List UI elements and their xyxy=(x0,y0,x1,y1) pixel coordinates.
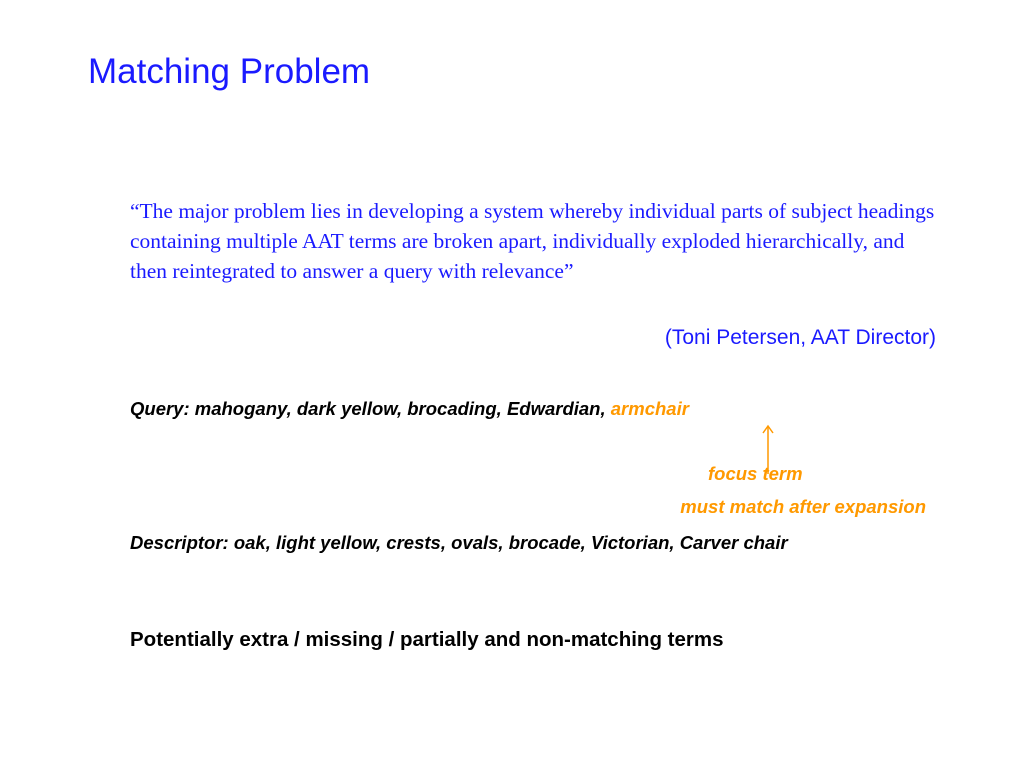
quote-attribution: (Toni Petersen, AAT Director) xyxy=(664,326,936,349)
descriptor-line: Descriptor: oak, light yellow, crests, ovals, brocade, Victorian, Carver chair xyxy=(130,532,788,553)
query-line xyxy=(130,398,689,420)
quote-text: “The major problem lies in developing a system whereby individual parts of subject headings containing multiple AAT terms are broken apart, individually exploded hierarchically, and then reintegrated to answer a query with relevance” xyxy=(130,199,935,283)
slide-title: Matching Problem xyxy=(88,52,371,91)
focus-term-label: focus term xyxy=(708,463,803,484)
must-match-label: must match after expansion xyxy=(680,496,926,517)
query-prefix: Query: mahogany, dark yellow, brocading, Edwardian, xyxy=(130,398,611,419)
footer-note: Potentially extra / missing / partially and non-matching terms xyxy=(130,628,724,651)
query-focus-word: armchair xyxy=(610,398,689,419)
